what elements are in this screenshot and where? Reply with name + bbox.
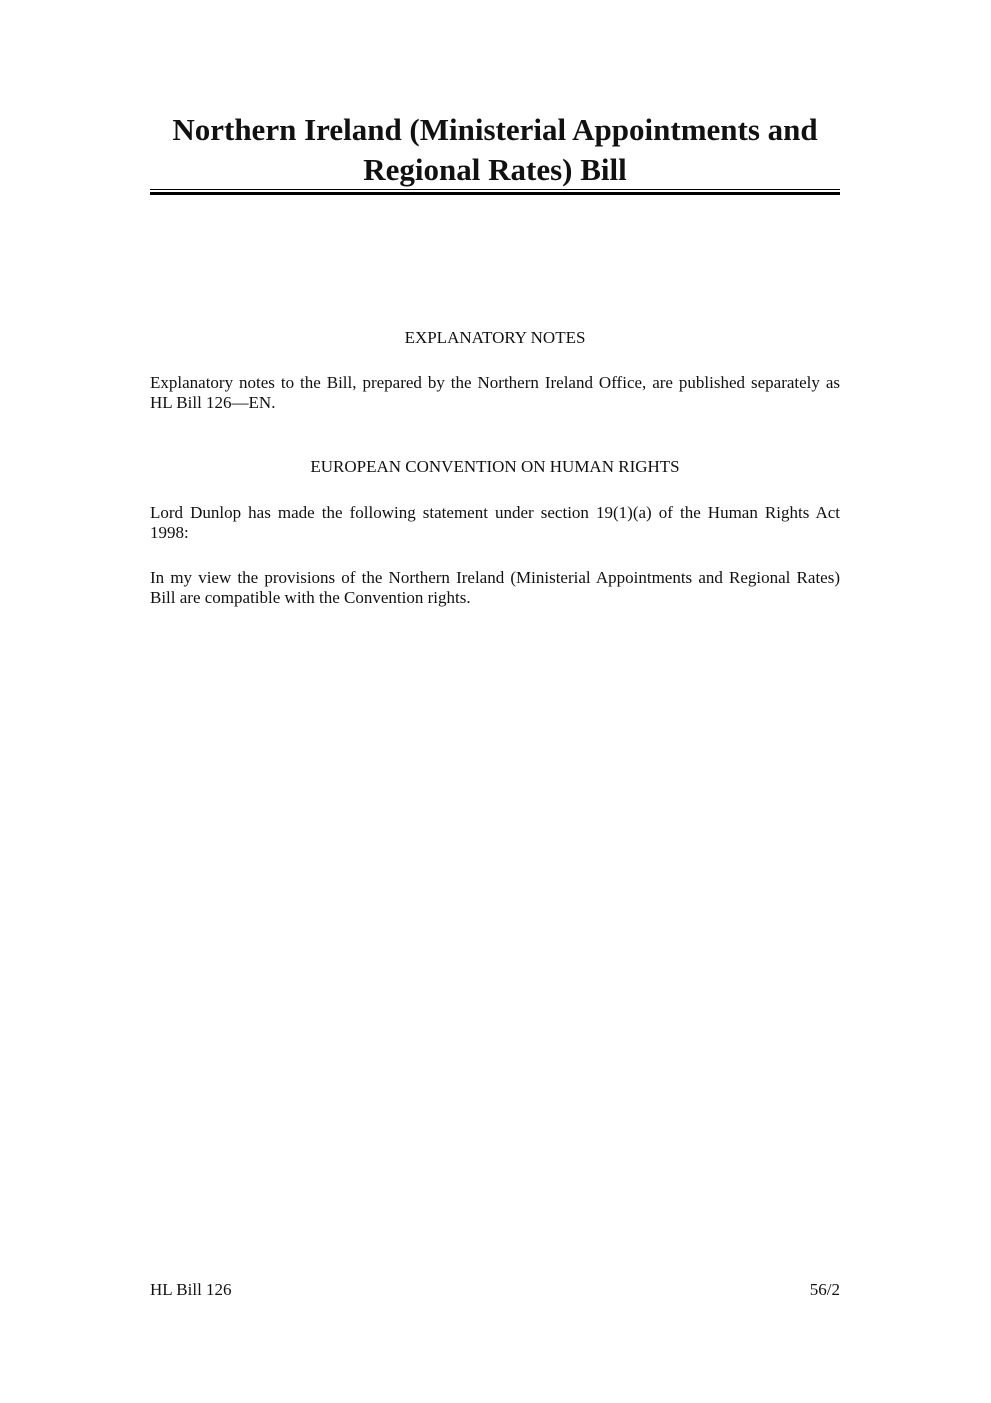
section-heading-explanatory-notes: EXPLANATORY NOTES: [404, 328, 586, 347]
footer-bill-reference: HL Bill 126: [150, 1280, 232, 1299]
title-rule-thin: [150, 189, 840, 190]
echr-view-paragraph: In my view the provisions of the Northern Ireland (Ministerial Appointments and Regional Rates) Bill are compatible with the Convention rights.: [150, 568, 840, 607]
title-rule-thick: [150, 192, 840, 195]
echr-statement-paragraph: Lord Dunlop has made the following statement under section 19(1)(a) of the Human Rights Act 1998:: [150, 503, 840, 542]
bill-title: Northern Ireland (Ministerial Appointments and Regional Rates) Bill: [172, 112, 818, 187]
explanatory-notes-paragraph: Explanatory notes to the Bill, prepared by the Northern Ireland Office, are published separately as HL Bill 126—EN.: [150, 373, 840, 412]
section-heading-echr: EUROPEAN CONVENTION ON HUMAN RIGHTS: [310, 457, 680, 476]
footer-print-reference: 56/2: [809, 1280, 840, 1299]
